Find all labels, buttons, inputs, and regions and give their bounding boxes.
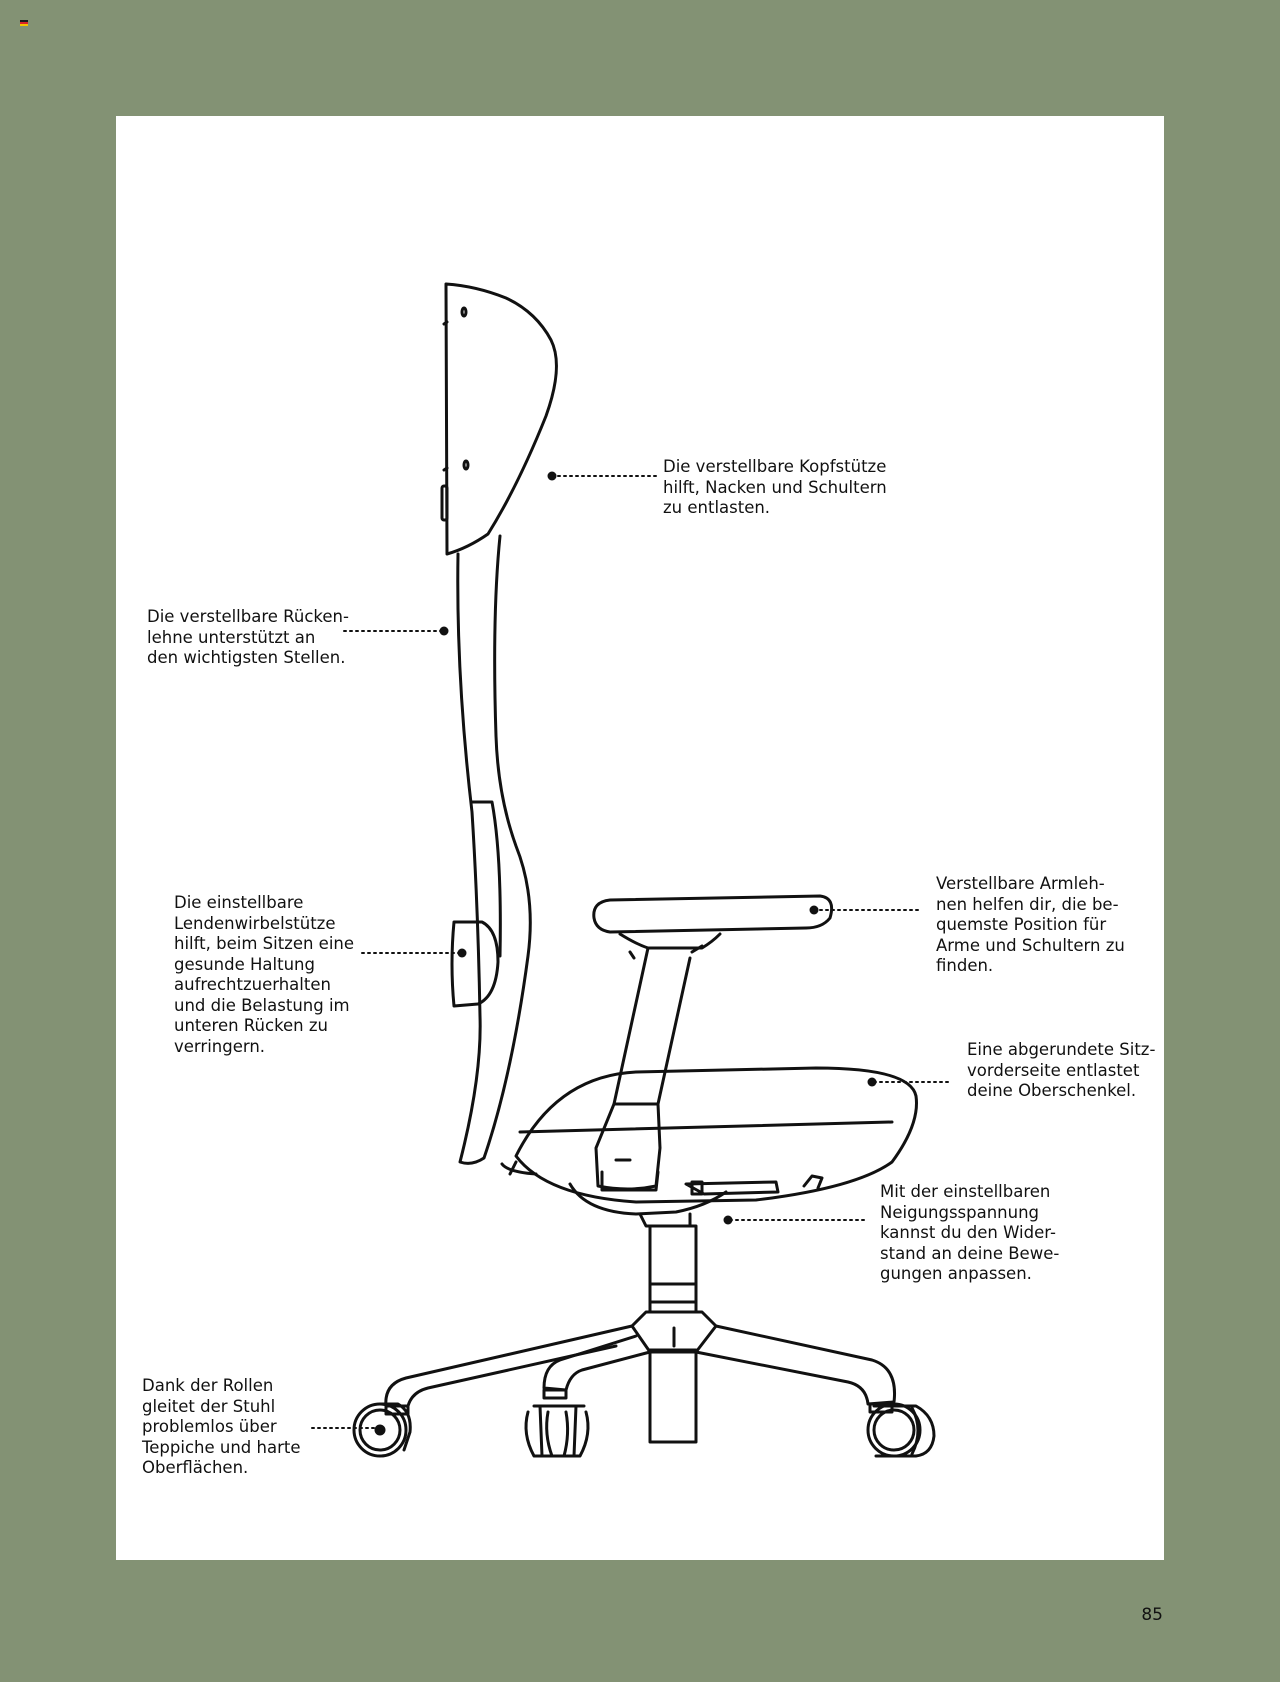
content-panel [116, 116, 1164, 1560]
callout-headrest: Die verstellbare Kopfstütze hilft, Nacken und Schultern zu entlasten. [663, 457, 887, 517]
office-chair-icon [116, 116, 1164, 1560]
flag-icon [20, 20, 28, 26]
callout-armrest: Verstellbare Armleh- nen helfen dir, die be- quemste Position für Arme und Schultern zu finden. [936, 874, 1125, 975]
callout-seat-front: Eine abgerundete Sitz- vorderseite entlastet deine Oberschenkel. [967, 1040, 1156, 1100]
callout-lumbar: Die einstellbare Lendenwirbelstütze hilft, beim Sitzen eine gesunde Haltung aufrechtzuerhalten und die Belastung im unteren Rücken zu verringern. [174, 893, 355, 1056]
callout-tilt-tension: Mit der einstellbaren Neigungsspannung kannst du den Wider- stand an deine Bewe- gungen anpassen. [880, 1182, 1060, 1283]
callout-backrest: Die verstellbare Rücken- lehne unterstützt an den wichtigsten Stellen. [147, 607, 349, 667]
page-number: 85 [1141, 1605, 1163, 1625]
callout-casters: Dank der Rollen gleitet der Stuhl problemlos über Teppiche und harte Oberflächen. [142, 1376, 301, 1477]
